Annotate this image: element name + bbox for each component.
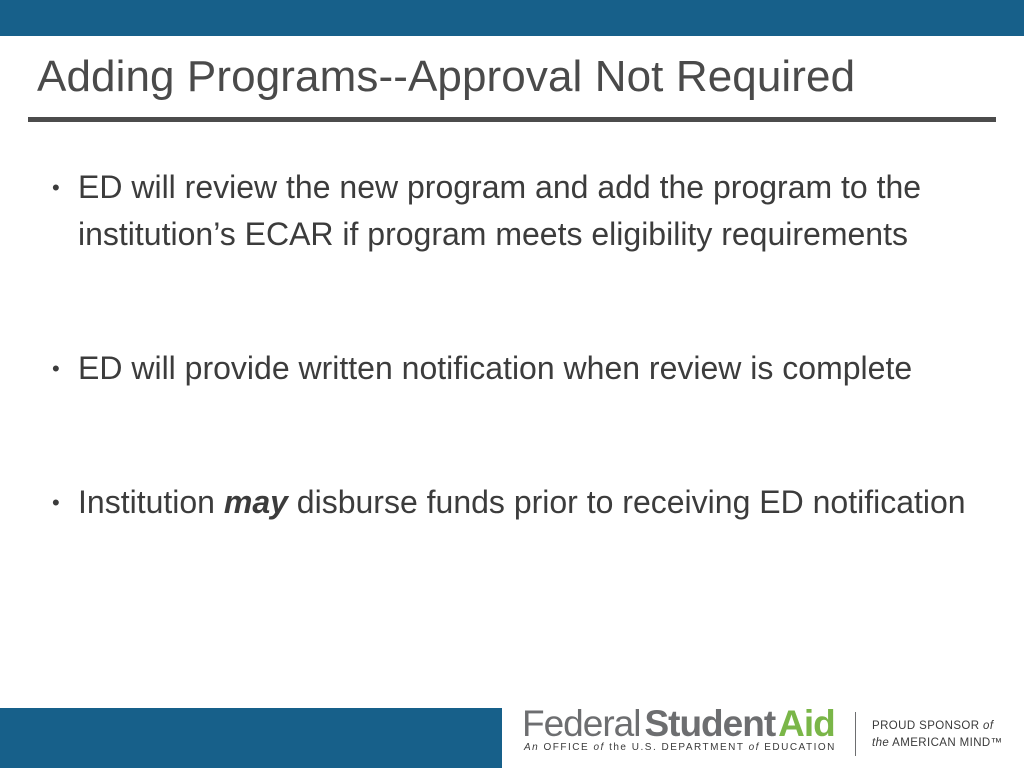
logo-aid: Aid [778, 703, 835, 744]
sponsor-line-1 [872, 718, 1003, 735]
tagline-department: U.S. DEPARTMENT [631, 742, 749, 753]
logo-wordmark [522, 700, 835, 748]
sponsor-line-2 [872, 735, 1003, 752]
title-underline [28, 117, 996, 122]
sponsor-of: of [983, 720, 994, 732]
bullet-item-notification [52, 345, 972, 439]
bullet-dot-icon: • [52, 356, 60, 381]
sponsor-text [872, 718, 1003, 752]
logo-tagline [524, 742, 836, 753]
tagline-an: An [524, 742, 540, 753]
bullet-dot-icon: • [52, 490, 60, 515]
bullet-text: ED will review the new program and add the program to the institution’s ECAR if program meets eligibility requirements [78, 169, 922, 252]
logo-federal: Federal [522, 703, 641, 744]
bullet-text-before: Institution [78, 484, 224, 520]
logo-student: Student [644, 703, 776, 744]
tagline-of-2: of [748, 742, 760, 753]
slide-title: Adding Programs--Approval Not Required [37, 52, 856, 101]
bullet-text: ED will provide written notification when review is complete [78, 350, 913, 386]
bullet-emphasis: may [223, 484, 288, 520]
tagline-education: EDUCATION [759, 742, 836, 753]
bullet-dot-icon: • [52, 175, 60, 200]
tagline-office: OFFICE [539, 742, 594, 753]
logo-divider [855, 712, 856, 756]
federal-student-aid-logo [522, 700, 862, 762]
sponsor-the: the [872, 737, 890, 749]
sponsor-american-mind: AMERICAN MIND™ [889, 737, 1003, 749]
footer-band [0, 708, 502, 768]
bullet-item-review [52, 164, 972, 305]
sponsor-proud: PROUD SPONSOR [872, 720, 984, 732]
tagline-of: of [593, 742, 605, 753]
bullet-text [78, 479, 972, 526]
bullet-text-after: disburse funds prior to receiving ED notification [287, 484, 966, 520]
bullet-item-disburse [52, 479, 972, 573]
bullet-list [52, 164, 972, 573]
tagline-the: the [604, 742, 632, 753]
top-header-band [0, 0, 1024, 36]
